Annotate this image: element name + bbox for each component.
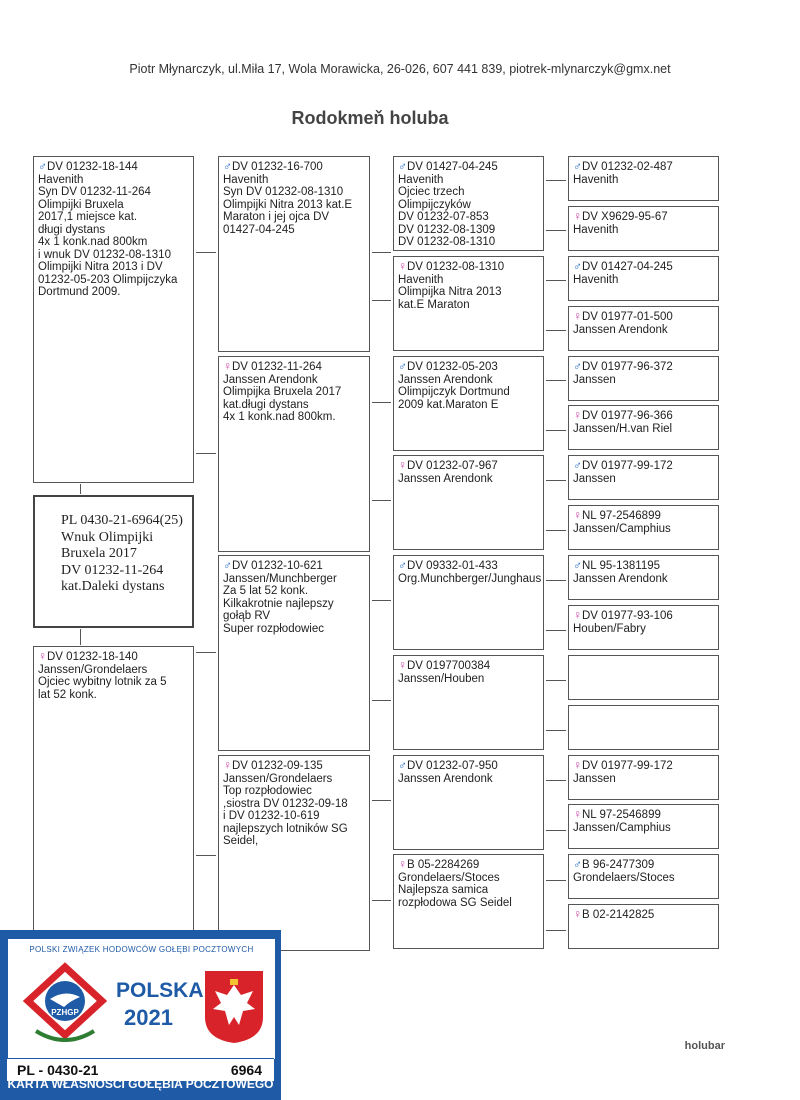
bird-ring-line <box>38 650 189 664</box>
bird-ring-line <box>398 360 539 374</box>
female-symbol-icon: ♀ <box>573 309 582 323</box>
connector-line <box>196 652 216 653</box>
male-symbol-icon: ♂ <box>398 558 407 572</box>
bird-description: Janssen <box>573 472 616 485</box>
card-country: POLSKA <box>116 979 204 1002</box>
bird-ring: NL 97-2546899 <box>582 809 661 821</box>
bird-ring: DV 01977-93-106 <box>582 610 673 622</box>
bird-description: Grondelaers/Stoces Najlepsza samica rozpłodowa SG Seidel <box>398 871 512 909</box>
female-symbol-icon: ♀ <box>398 658 407 672</box>
bird-description: Janssen/Camphius <box>573 522 671 535</box>
male-symbol-icon: ♂ <box>573 857 582 871</box>
bird-description: Janssen Arendonk <box>398 472 493 485</box>
pedigree-box <box>568 405 719 450</box>
male-symbol-icon: ♂ <box>223 558 232 572</box>
connector-line <box>372 900 391 901</box>
bird-ring-line <box>573 260 714 274</box>
bird-ring-line <box>573 759 714 773</box>
bird-ring-line <box>573 210 714 224</box>
male-symbol-icon: ♂ <box>398 359 407 373</box>
bird-description: Janssen Arendonk Olimpijczyk Dortmund 2009 kat.Maraton E <box>398 373 510 411</box>
pedigree-box <box>393 356 544 451</box>
bird-ring: DV 0197700384 <box>407 660 491 672</box>
pedigree-box <box>393 156 544 251</box>
bird-ring-line <box>398 160 539 174</box>
bird-ring: DV 01232-05-203 <box>407 361 498 373</box>
bird-description: Houben/Fabry <box>573 622 646 635</box>
bird-description: Janssen/Munchberger Za 5 lat 52 konk. Kilkakrotnie najlepszy gołąb RV Super rozpłodowiec <box>223 572 337 635</box>
bird-ring: DV 01232-10-621 <box>232 560 323 572</box>
pedigree-box <box>568 705 719 750</box>
bird-description: Havenith <box>573 273 619 286</box>
bird-ring: DV 01232-08-1310 <box>407 261 505 273</box>
bird-description: Janssen Arendonk <box>573 572 668 585</box>
connector-line <box>372 300 391 301</box>
female-symbol-icon: ♀ <box>573 907 582 921</box>
pedigree-box <box>393 655 544 750</box>
connector-line <box>546 480 566 481</box>
pedigree-box <box>568 804 719 849</box>
bird-ring-line <box>573 858 714 872</box>
male-symbol-icon: ♂ <box>398 758 407 772</box>
connector-line <box>546 830 566 831</box>
connector-line <box>372 500 391 501</box>
connector-line <box>546 930 566 931</box>
pedigree-box <box>568 755 719 800</box>
connector-line <box>546 780 566 781</box>
bird-ring-line <box>398 559 539 573</box>
logo-lettering: PZHGP <box>51 1008 79 1017</box>
bird-ring: DV 01232-02-487 <box>582 161 673 173</box>
bird-ring-line <box>573 609 714 623</box>
connector-line <box>546 880 566 881</box>
connector-line <box>546 230 566 231</box>
pedigree-box <box>568 505 719 550</box>
bird-description: Org.Munchberger/Junghaus <box>398 572 542 585</box>
female-symbol-icon: ♀ <box>398 857 407 871</box>
pedigree-box <box>33 646 194 954</box>
pedigree-box <box>393 854 544 949</box>
bird-ring: DV 01427-04-245 <box>407 161 498 173</box>
card-ring-number: 6964 <box>230 1062 262 1078</box>
pedigree-box <box>568 156 719 201</box>
pedigree-box <box>393 455 544 550</box>
bird-ring-line <box>223 360 365 374</box>
bird-ring: DV 01232-16-700 <box>232 161 323 173</box>
bird-ring-line <box>223 559 365 573</box>
connector-line <box>372 700 391 701</box>
pedigree-box <box>568 605 719 650</box>
connector-line <box>546 280 566 281</box>
pedigree-box <box>568 904 719 949</box>
bird-ring-line <box>223 759 365 773</box>
female-symbol-icon: ♀ <box>573 608 582 622</box>
female-symbol-icon: ♀ <box>573 758 582 772</box>
bird-ring-line <box>573 808 714 822</box>
male-symbol-icon: ♂ <box>573 359 582 373</box>
connector-line <box>372 800 391 801</box>
bird-ring-line <box>573 559 714 573</box>
pedigree-box <box>568 306 719 351</box>
bird-ring: DV 01232-09-135 <box>232 760 323 772</box>
bird-ring-line <box>398 759 539 773</box>
connector-line <box>196 252 216 253</box>
bird-description: Havenith <box>573 173 619 186</box>
pedigree-box <box>218 156 370 352</box>
female-symbol-icon: ♀ <box>398 259 407 273</box>
pedigree-box <box>568 555 719 600</box>
page-title: Rodokmeň holuba <box>291 108 449 128</box>
pedigree-box <box>568 256 719 301</box>
bird-ring: DV 01232-07-950 <box>407 760 498 772</box>
female-symbol-icon: ♀ <box>223 359 232 373</box>
bird-ring: B 05-2284269 <box>407 859 480 871</box>
pedigree-box <box>218 755 370 951</box>
male-symbol-icon: ♂ <box>573 558 582 572</box>
bird-ring: DV 01977-96-366 <box>582 410 673 422</box>
bird-description: Janssen <box>573 772 616 785</box>
bird-ring: DV 01977-99-172 <box>582 760 673 772</box>
connector-line <box>546 330 566 331</box>
bird-description: Janssen/H.van Riel <box>573 422 673 435</box>
bird-ring-line <box>573 509 714 523</box>
bird-ring-line <box>38 160 189 174</box>
pzhgp-logo <box>20 961 110 1051</box>
male-symbol-icon: ♂ <box>38 159 47 173</box>
bird-ring-line <box>573 409 714 423</box>
pedigree-box <box>218 356 370 552</box>
polish-eagle-emblem <box>203 969 265 1045</box>
bird-ring: DV 01232-11-264 <box>232 361 322 373</box>
connector-line <box>196 453 216 454</box>
pedigree-box <box>33 156 194 483</box>
bird-ring: B 02-2142825 <box>582 909 655 921</box>
bird-ring: DV 01232-18-140 <box>47 651 138 663</box>
bird-ring-line <box>573 360 714 374</box>
male-symbol-icon: ♂ <box>398 159 407 173</box>
pedigree-box <box>568 854 719 899</box>
connector-line <box>546 180 566 181</box>
bird-ring-line <box>398 260 539 274</box>
bird-ring: DV 01977-96-372 <box>582 361 673 373</box>
bird-ring: DV 09332-01-433 <box>407 560 498 572</box>
connector-line <box>196 855 216 856</box>
bird-description: Janssen/Camphius <box>573 821 671 834</box>
connector-line <box>80 484 81 494</box>
bird-ring-line <box>573 310 714 324</box>
female-symbol-icon: ♀ <box>573 408 582 422</box>
male-symbol-icon: ♂ <box>573 259 582 273</box>
card-footer: KARTA WŁASNOŚCI GOŁĘBIA POCZTOWEGO <box>7 1077 274 1091</box>
female-symbol-icon: ♀ <box>223 758 232 772</box>
bird-ring: DV 01977-01-500 <box>582 311 673 323</box>
bird-description: Havenith Ojciec trzech Olimpijczyków DV 01232-07-853 DV 01232-08-1309 DV 01232-08-1310 <box>398 173 496 248</box>
connector-line <box>372 252 391 253</box>
contact-header: Piotr Młynarczyk, ul.Miła 17, Wola Morawicka, 26-026, 607 441 839, piotrek-mlynarczyk@gmx.net <box>129 62 671 76</box>
connector-line <box>80 629 81 645</box>
bird-ring: DV X9629-95-67 <box>582 211 668 223</box>
bird-description: Havenith Syn DV 01232-08-1310 Olimpijki Nitra 2013 kat.E Maraton i jej ojca DV 01427-04-245 <box>223 173 353 236</box>
bird-ring-line <box>573 908 714 922</box>
connector-line <box>546 730 566 731</box>
connector-line <box>546 530 566 531</box>
card-inner-panel <box>7 938 276 1060</box>
connector-line <box>546 580 566 581</box>
pedigree-box <box>568 206 719 251</box>
bird-ring-line <box>398 459 539 473</box>
bird-ring: DV 01232-07-967 <box>407 460 498 472</box>
bird-description: Janssen Arendonk <box>573 323 668 336</box>
female-symbol-icon: ♀ <box>573 508 582 522</box>
main-bird-box: PL 0430-21-6964(25) Wnuk Olimpijki Bruxela 2017 DV 01232-11-264 kat.Daleki dystans <box>33 495 194 628</box>
bird-description: Janssen <box>573 373 616 386</box>
bird-ring: DV 01232-18-144 <box>47 161 138 173</box>
bird-ring: DV 01977-99-172 <box>582 460 673 472</box>
female-symbol-icon: ♀ <box>398 458 407 472</box>
pedigree-box <box>393 555 544 650</box>
connector-line <box>546 380 566 381</box>
bird-description: Janssen/Houben <box>398 672 485 685</box>
bird-description: Havenith <box>573 223 619 236</box>
male-symbol-icon: ♂ <box>573 458 582 472</box>
pedigree-box <box>393 755 544 850</box>
pedigree-box <box>568 455 719 500</box>
bird-ring-line <box>398 659 539 673</box>
bird-ring-line <box>398 858 539 872</box>
bird-description: Grondelaers/Stoces <box>573 871 675 884</box>
bird-ring: NL 95-1381195 <box>582 560 661 572</box>
card-association: POLSKI ZWIĄZEK HODOWCÓW GOŁĘBI POCZTOWYCH <box>29 945 254 954</box>
ownership-card <box>0 930 281 1100</box>
connector-line <box>546 680 566 681</box>
bird-description: Janssen Arendonk Olimpijka Bruxela 2017 kat.długi dystans 4x 1 konk.nad 800km. <box>223 373 342 423</box>
pedigree-box <box>568 356 719 401</box>
bird-ring-line <box>223 160 365 174</box>
bird-description: Janssen Arendonk <box>398 772 493 785</box>
connector-line <box>546 630 566 631</box>
bird-ring-line <box>573 459 714 473</box>
female-symbol-icon: ♀ <box>573 807 582 821</box>
pedigree-box <box>218 555 370 751</box>
female-symbol-icon: ♀ <box>573 209 582 223</box>
card-year: 2021 <box>124 1005 173 1030</box>
bird-ring: B 96-2477309 <box>582 859 655 871</box>
female-symbol-icon: ♀ <box>38 649 47 663</box>
male-symbol-icon: ♂ <box>573 159 582 173</box>
connector-line <box>372 402 391 403</box>
male-symbol-icon: ♂ <box>223 159 232 173</box>
bird-ring: NL 97-2546899 <box>582 510 661 522</box>
pedigree-box <box>568 655 719 700</box>
pedigree-box <box>393 256 544 351</box>
bird-description: Havenith Syn DV 01232-11-264 Olimpijki Bruxela 2017,1 miejsce kat. długi dystans 4x 1 konk.nad 800km i wnuk DV 01232-08-1310 Olimpijki Nitra 2013 i DV 01232-05-203 Olimpijczyka Dortmund 2009. <box>38 173 178 298</box>
holubar-watermark: holubar <box>684 1040 725 1052</box>
bird-description: Havenith Olimpijka Nitra 2013 kat.E Maraton <box>398 273 502 311</box>
connector-line <box>546 430 566 431</box>
bird-ring: DV 01427-04-245 <box>582 261 673 273</box>
bird-description: Janssen/Grondelaers Ojciec wybitny lotnik za 5 lat 52 konk. <box>38 663 167 701</box>
bird-ring-line <box>573 160 714 174</box>
connector-line <box>372 600 391 601</box>
bird-description: Janssen/Grondelaers Top rozpłodowiec ,siostra DV 01232-09-18 i DV 01232-10-619 najlepszych lotników SG Seidel, <box>223 772 348 847</box>
card-ring-prefix: PL - 0430-21 <box>17 1062 99 1078</box>
